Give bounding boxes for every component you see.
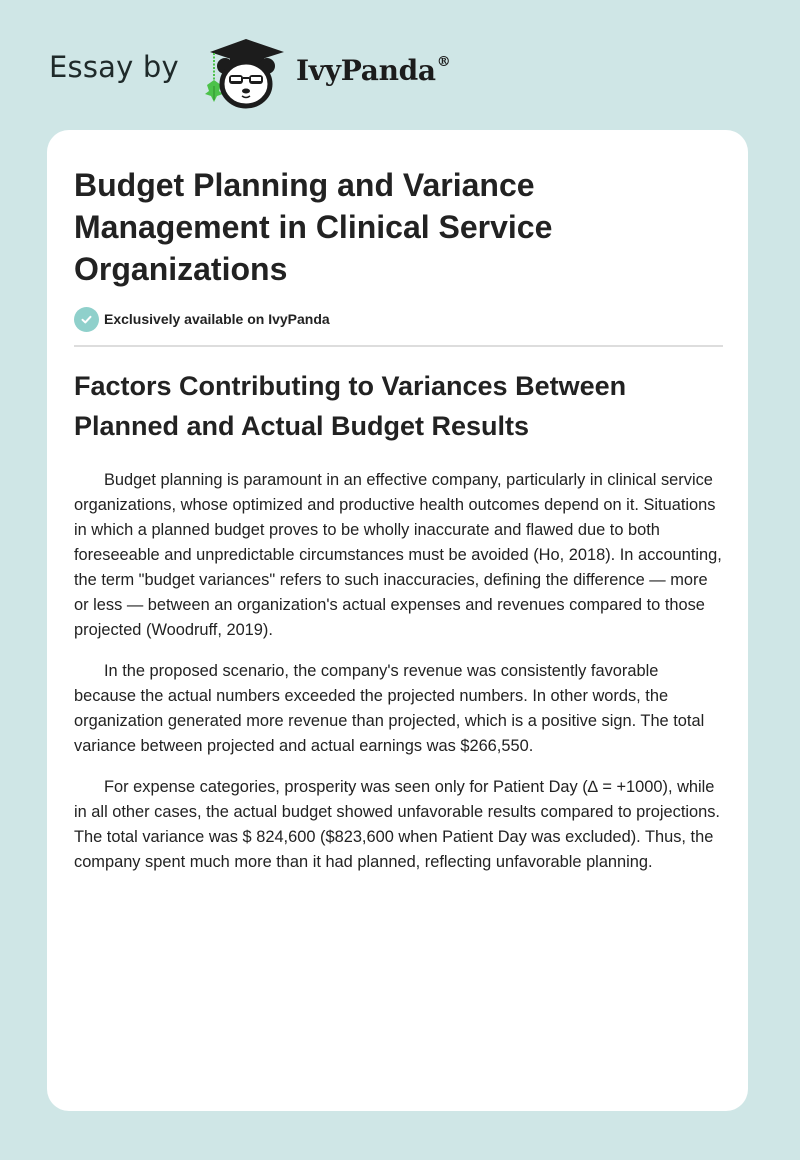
paragraph: In the proposed scenario, the company's revenue was consistently favorable because the actual numbers exceeded the projected numbers. In other words, the organization generated more revenue than projected, which is a positive sign. The total variance between projected and actual earnings was $266,550. [74,662,705,755]
exclusive-label: Exclusively available on IvyPanda [104,311,330,327]
essay-card [47,130,748,1111]
section-heading: Factors Contributing to Variances Between Planned and Actual Budget Results [74,371,627,441]
divider [74,345,723,347]
brand-name[interactable] [296,54,450,87]
paragraph: For expense categories, prosperity was seen only for Patient Day (∆ = +1000), while in all other cases, the actual budget showed unfavorable results compared to projections. The total variance was $ 824,600 ($823,600 when Patient Day was excluded). Thus, the company spent much more than it had planned, reflecting unfavorable planning. [74,778,720,871]
check-circle-icon [74,307,99,332]
panda-graduate-icon[interactable] [200,36,292,110]
exclusive-badge [74,306,330,332]
page-title: Budget Planning and Variance Management in Clinical Service Organizations [74,167,553,287]
essay-body [74,468,724,891]
registered-mark: ® [436,53,451,70]
paragraph: Budget planning is paramount in an effective company, particularly in clinical service organizations, whose optimized and productive health outcomes depend on it. Situations in which a planned budget proves to be wholly inaccurate and flawed due to both foreseeable and unpredictable circumstances must be avoided (Ho, 2018). In accounting, the term "budget variances" refers to such inaccuracies, defining the difference — more or less — between an organization's actual expenses and revenues compared to those projected (Woodruff, 2019). [74,471,722,639]
essay-by-label: Essay by [49,50,179,84]
site-header [0,0,800,130]
brand-name-text: IvyPanda [296,54,436,87]
